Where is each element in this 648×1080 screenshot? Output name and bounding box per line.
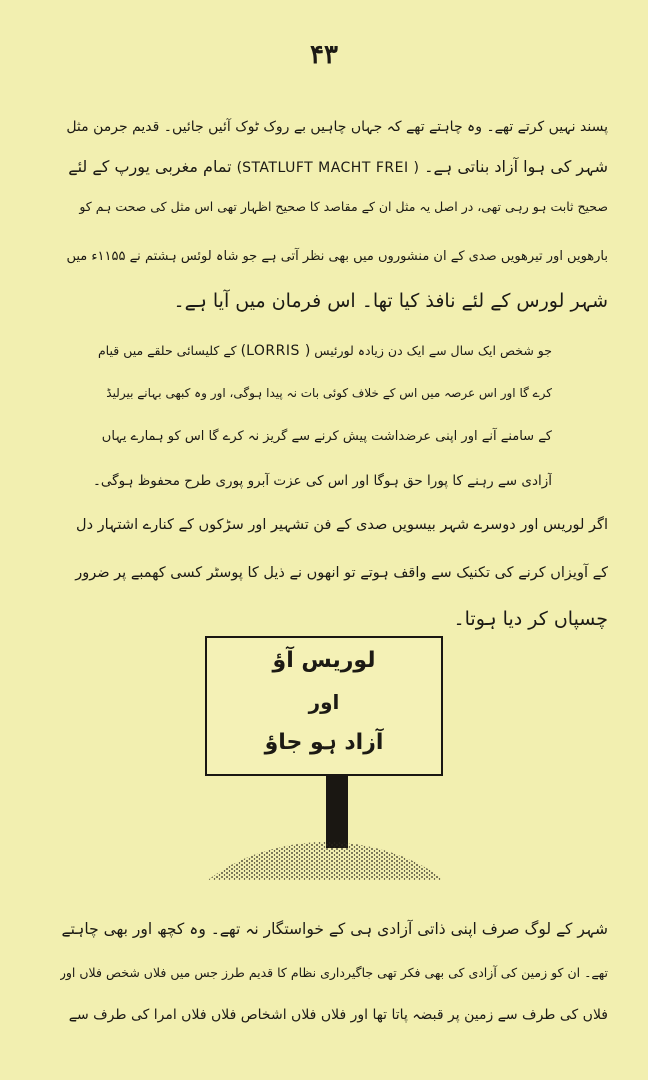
quote-tail: کے کلیسائی حلقے میں قیام: [97, 343, 237, 358]
quote-line-4: آزادی سے رہنے کا پورا حق ہوگا اور اس کی عزت آبرو پوری طرح محفوظ ہوگی۔: [93, 473, 552, 489]
quote-line-3: کے سامنے آنے اور اپنی عرضداشت پیش کرنے سے گریز نہ کرے گا اس کو ہمارے یہاں: [101, 429, 552, 444]
poster-line-2: اور: [308, 690, 340, 714]
poster-line-3: آزاد ہو جاؤ: [264, 730, 384, 755]
quote-line-2: کرے گا اور اس عرصہ میں اس کے خلاف کوئی بات نہ پیدا ہوگی، اور وہ کبھی بہانے بیرلیڈ: [106, 386, 552, 400]
paragraph-2-line-3: چسپاں کر دیا ہوتا۔: [453, 608, 608, 630]
page-number: ۴۳: [310, 40, 338, 70]
paragraph-1-line-1: پسند نہیں کرتے تھے۔ وہ چاہتے تھے کہ جہاں چاہیں بے روک ٹوک آئیں جائیں۔ قدیم جرمن مثل: [66, 119, 608, 135]
paragraph-2-line-1: اگر لوریس اور دوسرے شہر بیسویں صدی کے فن تشہیر اور سڑکوں کے کنارے اشتہار دل: [76, 517, 608, 533]
paragraph-1-line-5: شہر لورس کے لئے نافذ کیا تھا۔ اس فرمان میں آیا ہے۔: [173, 290, 608, 312]
quote-line-1: [90, 336, 552, 366]
motto-tail: تمام مغربی یورپ کے لئے: [68, 157, 232, 176]
paragraph-3-line-3: فلاں کی طرف سے زمین پر قبضہ پاتا تھا اور فلاں فلاں اشخاص فلاں فلاں امرا کی طرف سے: [68, 1007, 608, 1023]
poster-board: [205, 636, 443, 776]
motto-latin: (STATLUFT MACHT FREI ): [236, 160, 420, 176]
poster-line-1: لوریس آؤ: [272, 648, 376, 673]
paragraph-1-line-3: صحیح ثابت ہو رہی تھی، در اصل یہ مثل ان کے مقاصد کا صحیح اظہار تھی اس مثل کی صحت ہم کو: [79, 199, 608, 214]
paragraph-2-line-2: کے آویزاں کرنے کی تکنیک سے واقف ہوتے تو انھوں نے ذیل کا پوسٹر کسی کھمبے پر ضرور: [75, 565, 608, 581]
quote-line-1-text: جو شخص ایک سال سے ایک دن زیادہ لورئیس: [314, 343, 552, 358]
ground-mound: [206, 836, 446, 882]
paragraph-1-line-2-text: شہر کی ہوا آزاد بناتی ہے۔: [424, 157, 608, 176]
quote-latin: (LORRIS ): [240, 343, 311, 359]
paragraph-3-line-1: شہر کے لوگ صرف اپنی ذاتی آزادی ہی کے خواستگار نہ تھے۔ وہ کچھ اور بھی چاہتے: [61, 920, 608, 938]
paragraph-3-line-2: تھے۔ ان کو زمین کی آزادی کی بھی فکر تھی جاگیرداری نظام کا قدیم طرز جس میں فلاں شخص فلاں اور: [60, 965, 608, 980]
paragraph-1-line-4: بارھویں اور تیرھویں صدی کے ان منشوروں میں بھی نظر آتی ہے جو شاہ لوئس ہشتم نے ۱۱۵۵ء میں: [66, 249, 608, 264]
paragraph-1-line-2: [60, 152, 608, 183]
